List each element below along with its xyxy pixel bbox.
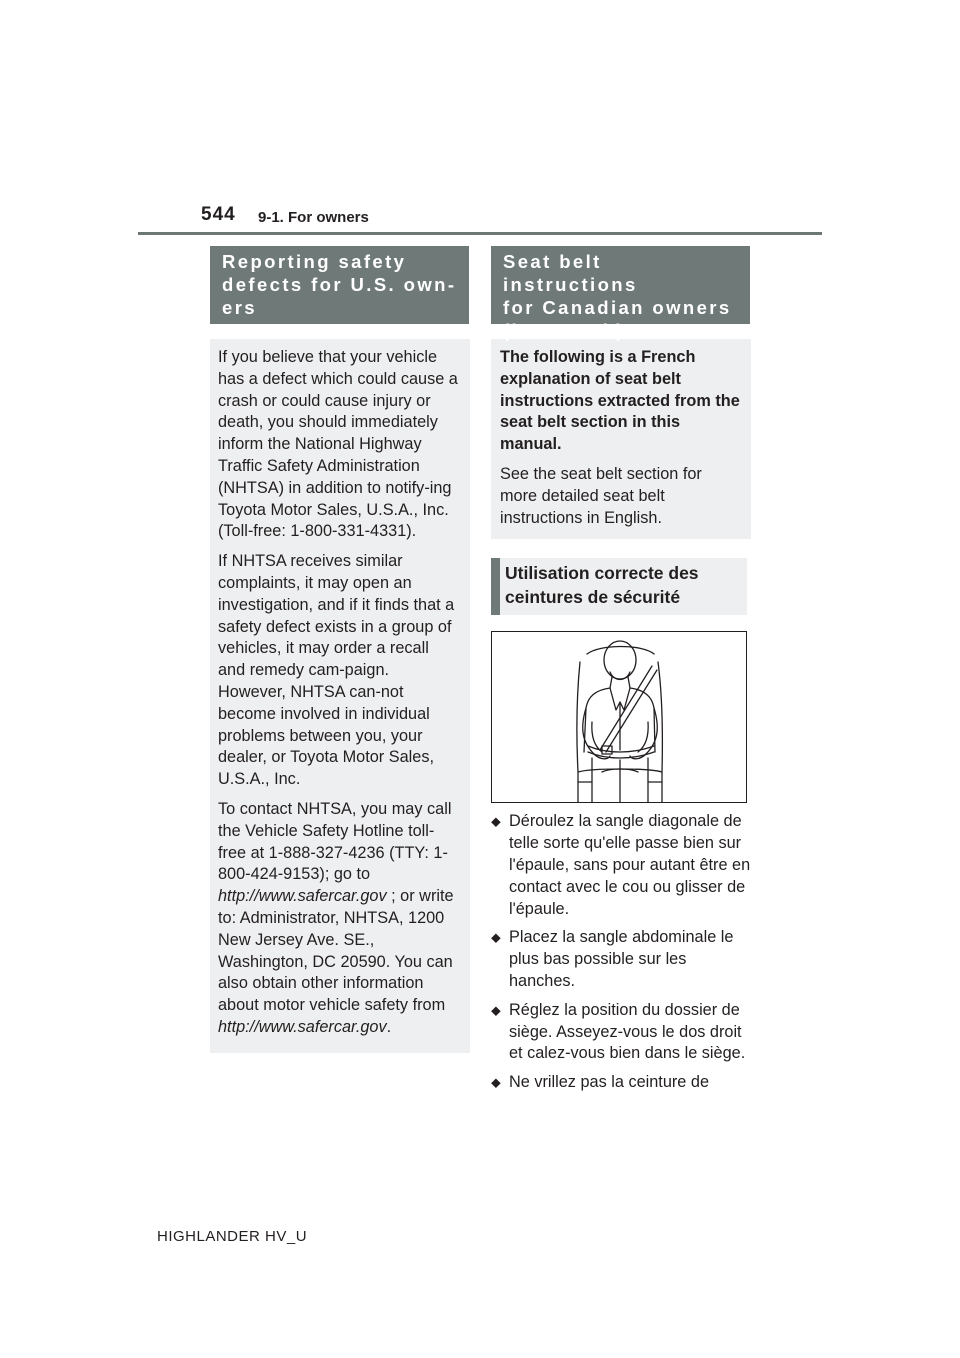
footer-model: HIGHLANDER HV_U [157,1228,308,1245]
title-line: Seat belt instructions [503,251,638,295]
list-item [491,1000,751,1065]
paragraph-contact [218,799,460,1039]
paragraph: If you believe that your vehicle has a defect which could cause a crash or could cause injury or death, you should immediately inform the National Highway Traffic Safety Administration (NHTSA) in addition to notify-ing Toyota Motor Sales, U.S.A., Inc. (Toll-free: 1-800-331-4331). [218,348,458,541]
seatbelt-illustration [491,631,747,803]
header-divider [138,232,822,235]
intro-bold: The following is a French explanation of seat belt instructions extracted from the seat belt section in this manual. [500,348,740,454]
bullet-text: Placez la sangle abdominale le plus bas possible sur les hanches. [509,928,734,990]
title-line: for Canadian owners [503,297,732,318]
list-item [491,927,751,992]
list-item [491,1072,751,1094]
subheading-line: ceintures de sécurité [505,587,681,608]
diamond-bullet-icon: ⬥ [491,813,501,830]
bullet-text: Déroulez la sangle diagonale de telle sorte qu'elle passe bien sur l'épaule, sans pour autant être en contact avec le cou ou glisser de l'épaule. [509,812,751,918]
title-line: Reporting safety [222,251,407,272]
diamond-bullet-icon: ⬥ [491,929,501,946]
seated-person-illustration [492,632,748,804]
seat-belt-intro-box [491,339,751,539]
contact-text: To contact NHTSA, you may call the Vehicle Safety Hotline toll-free at 1-888-327-4236 (TTY: 1-800-424-9153); go to [218,799,452,884]
page-number: 544 [201,204,236,225]
instruction-bullets [491,811,751,1094]
list-item [491,811,751,920]
seat-belt-french-title [491,246,750,341]
bullet-text: Réglez la position du dossier de siège. Asseyez-vous le dos droit et calez-vous bien dans le siège. [509,1000,746,1063]
intro-text: See the seat belt section for more detailed seat belt instructions in English. [500,464,702,527]
reporting-defects-title [210,246,469,324]
title-line: ers [222,297,257,318]
bullet-text: Ne vrillez pas la ceinture de [509,1073,709,1092]
subheading-line: Utilisation correcte des [505,563,699,584]
reporting-defects-box [210,339,470,1053]
left-column [210,246,470,1053]
diamond-bullet-icon: ⬥ [491,1001,501,1018]
safercar-link[interactable]: http://www.safercar.gov [218,1017,387,1036]
title-line: (in French) [503,320,625,341]
paragraph: If NHTSA receives similar complaints, it may open an investigation, and if it finds that a safety defect exists in a group of vehicles, it may order a recall and remedy cam-paign. However, NHTSA can-not become involved in individual problems between you, your dealer, or Toyota Motor Sales, U.S.A., Inc. [218,552,455,789]
safercar-link[interactable]: http://www.safercar.gov [218,887,387,906]
title-line: defects for U.S. own- [222,274,457,295]
period: . [386,1017,392,1036]
diamond-bullet-icon: ⬥ [491,1074,501,1091]
contact-text: ; or write to: Administrator, NHTSA, 1200 New Jersey Ave. SE., Washington, DC 20590. You can also obtain other information about motor vehicle safety from [218,887,454,1015]
subheading [491,558,747,615]
right-column [491,246,751,1101]
section-title: 9-1. For owners [258,209,369,226]
